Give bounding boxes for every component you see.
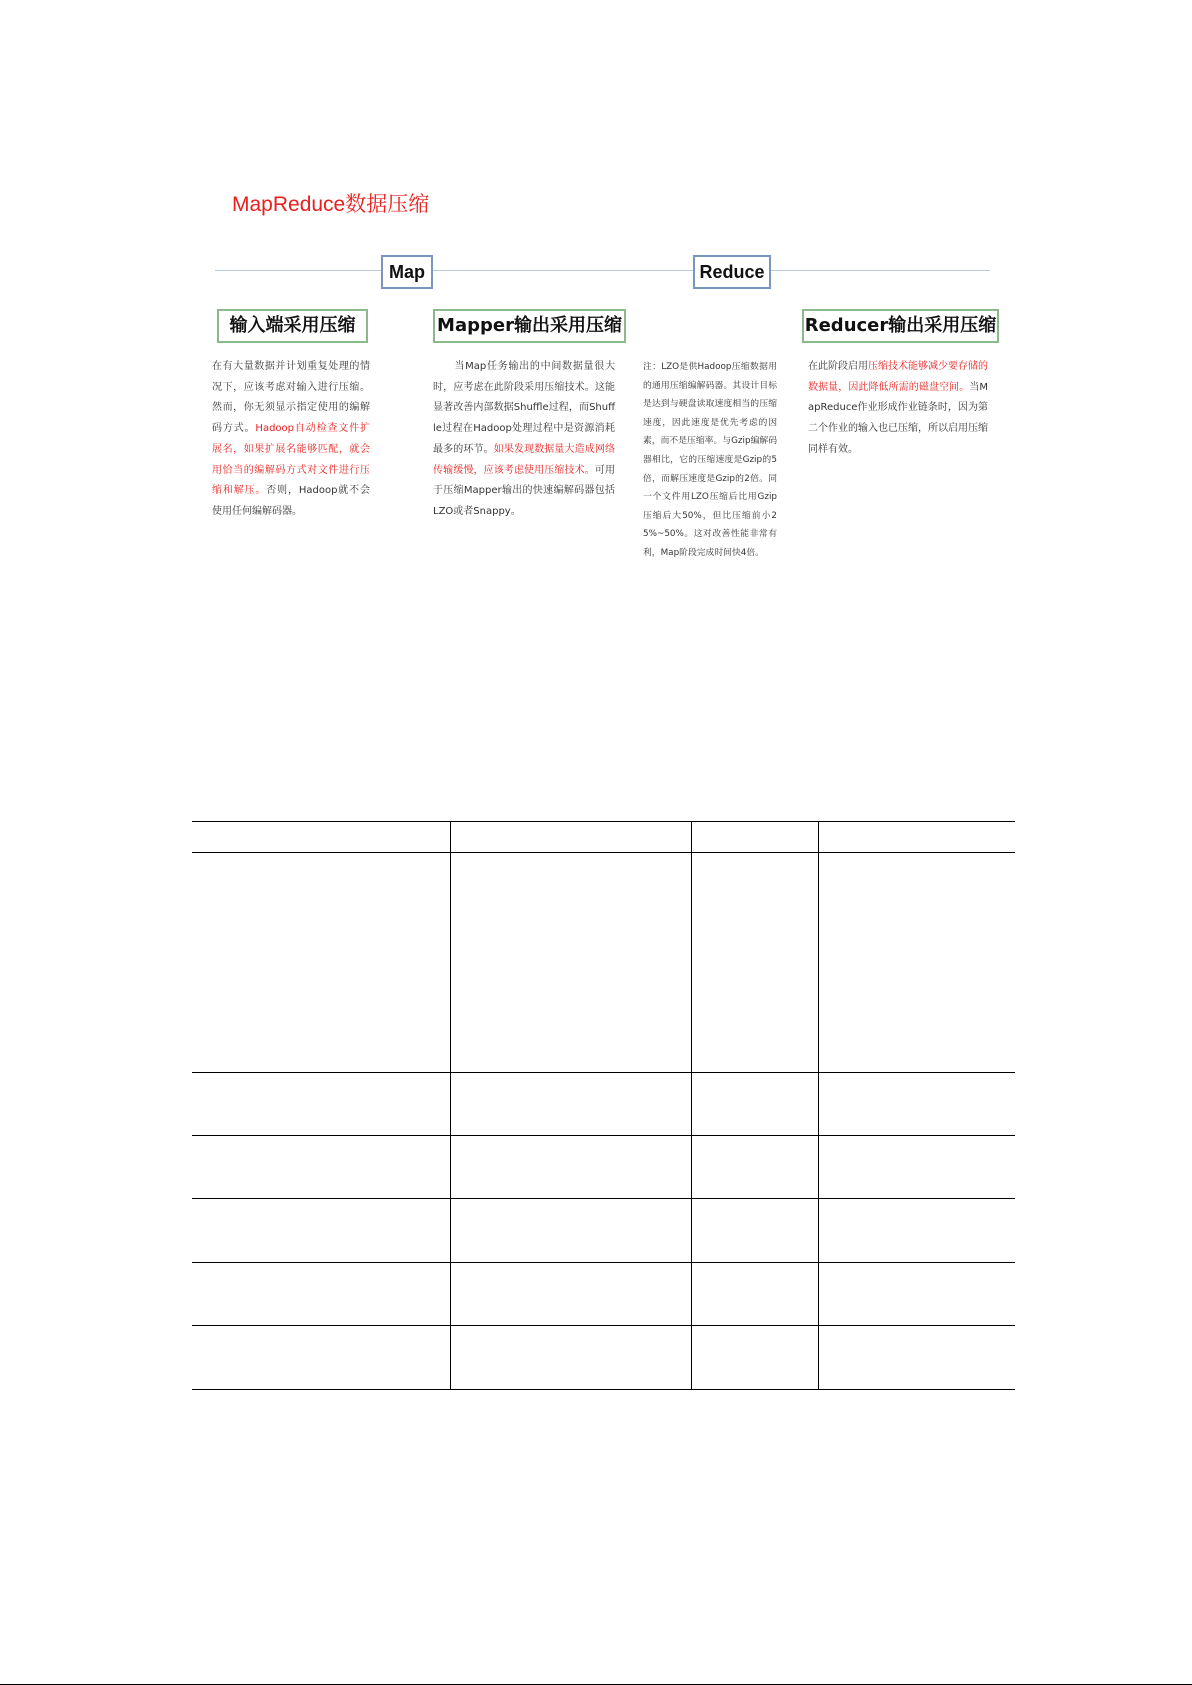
text-segment: 可用于压缩Mapper输出的快速编解码器包括LZO或者Snappy。: [433, 464, 616, 517]
table-column-rule: [450, 821, 451, 1390]
table-top-rule: [192, 821, 1015, 822]
column-mapper-output-text: [433, 357, 615, 523]
text-segment: 否则，Hadoop就不会使用任何编解码器。: [212, 485, 370, 517]
table-column-rule: [691, 821, 692, 1390]
text-segment: 当Map任务输出的中间数据量很大时，应考虑在此阶段采用压缩技术。这能显著改善内部数据Shuffle过程，而Shuffle过程在Hadoop处理过程中是资源消耗最多的环节。: [433, 361, 615, 455]
table-row-rule: [192, 1135, 1015, 1136]
column-input-compression-text: [212, 357, 370, 523]
heading-reducer-output-compression: Reducer输出采用压缩: [802, 309, 999, 343]
text-segment: 当MapReduce作业形成作业链条时，因为第二个作业的输入也已压缩，所以启用压缩同样有效。: [808, 381, 988, 455]
text-segment: 在有大量数据并计划重复处理的情况下，应该考虑对输入进行压缩。然而，你无须显示指定使用的编解码方式。: [212, 361, 370, 435]
table-row-rule: [192, 1072, 1015, 1073]
table-row-rule: [192, 1325, 1015, 1326]
text-segment: 注：LZO是供Hadoop压缩数据用的通用压缩编解码器。其设计目标是达到与硬盘读取速度相当的压缩速度，因此速度是优先考虑的因素，而不是压缩率。与Gzip编解码器相比，它的压缩速度是Gzip的5倍，而解压速度是Gzip的2倍。同一个文件用LZO压缩后比用Gzip压缩后大50%，但比压缩前小25%~50%。这对改善性能非常有利，Map阶段完成时间快4倍。: [643, 362, 777, 558]
table-header-rule: [192, 852, 1015, 853]
stage-reduce-box: Reduce: [693, 255, 771, 289]
stage-timeline: [215, 270, 990, 271]
text-segment: 在此阶段启用: [808, 361, 868, 372]
text-segment-highlight: 压缩技术能够减少要存储的数据量，因此降低所需的磁盘空间。: [808, 361, 988, 393]
column-lzo-note-text: [643, 358, 777, 563]
table-bottom-rule: [192, 1389, 1015, 1390]
text-segment-highlight: Hadoop自动检查文件扩展名，如果扩展名能够匹配，就会用恰当的编解码方式对文件进行压缩和解压。: [212, 423, 370, 497]
table-row-rule: [192, 1262, 1015, 1263]
heading-mapper-output-compression: Mapper输出采用压缩: [433, 309, 626, 343]
text-segment-highlight: 如果发现数据量大造成网络传输缓慢，应该考虑使用压缩技术。: [433, 443, 616, 476]
table-column-rule: [818, 821, 819, 1390]
heading-input-compression: 输入端采用压缩: [217, 309, 368, 343]
stage-map-box: Map: [381, 255, 433, 289]
figure-title: MapReduce数据压缩: [232, 193, 430, 216]
table-row-rule: [192, 1198, 1015, 1199]
column-reducer-output-text: [808, 357, 988, 461]
